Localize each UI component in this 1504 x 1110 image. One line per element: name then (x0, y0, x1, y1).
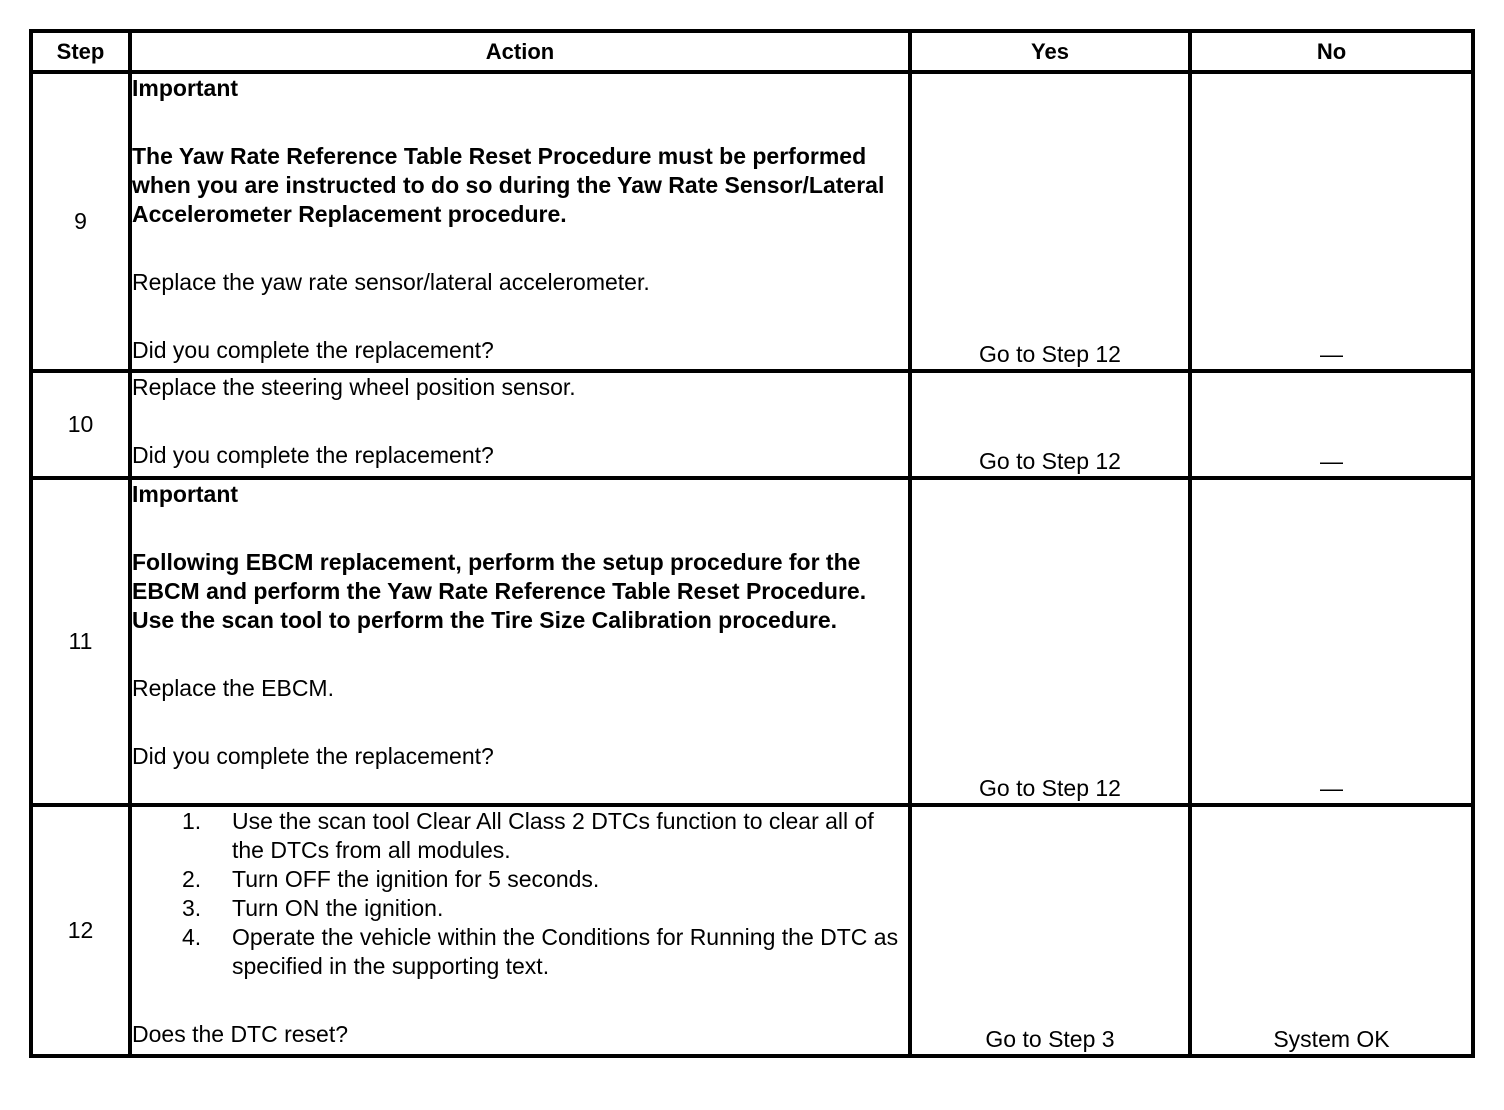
list-item-text: Operate the vehicle within the Conditions for Running the DTC as specified in the supporting text. (232, 924, 899, 979)
procedure-list (132, 807, 908, 981)
table-row (31, 478, 1473, 805)
no-result: — (1190, 478, 1473, 805)
yes-result: Go to Step 12 (910, 72, 1190, 371)
list-item-number: 2. (182, 866, 202, 892)
question-text: Did you complete the replacement? (132, 442, 494, 468)
action-cell (130, 478, 910, 805)
important-text: The Yaw Rate Reference Table Reset Procedure must be performed when you are instructed to do so during the Yaw Rate Sensor/Lateral Accelerometer Replacement procedure. (132, 143, 885, 227)
list-item (132, 865, 908, 894)
list-item-text: Turn ON the ignition. (232, 895, 444, 921)
step-number: 11 (31, 478, 130, 805)
no-result: — (1190, 371, 1473, 478)
step-number: 10 (31, 371, 130, 478)
header-step: Step (31, 31, 130, 72)
step-number: 9 (31, 72, 130, 371)
list-item (132, 894, 908, 923)
header-no: No (1190, 31, 1473, 72)
important-label: Important (132, 75, 239, 101)
yes-result: Go to Step 12 (910, 478, 1190, 805)
action-cell (130, 371, 910, 478)
header-action: Action (130, 31, 910, 72)
yes-result: Go to Step 3 (910, 805, 1190, 1056)
header-row (31, 31, 1473, 72)
list-item-text: Use the scan tool Clear All Class 2 DTCs function to clear all of the DTCs from all modules. (232, 808, 874, 863)
list-item-number: 3. (182, 895, 202, 921)
question-text: Did you complete the replacement? (132, 337, 494, 363)
list-item-number: 4. (182, 924, 202, 950)
list-item-number: 1. (182, 808, 202, 834)
table-row (31, 371, 1473, 478)
question-text: Did you complete the replacement? (132, 743, 494, 769)
important-label: Important (132, 481, 239, 507)
table-row (31, 805, 1473, 1056)
action-cell (130, 805, 910, 1056)
list-item-text: Turn OFF the ignition for 5 seconds. (232, 866, 600, 892)
list-item (132, 807, 908, 865)
question-text: Does the DTC reset? (132, 1021, 349, 1047)
step-number: 12 (31, 805, 130, 1056)
yes-result: Go to Step 12 (910, 371, 1190, 478)
diagnostic-table (29, 29, 1475, 1058)
important-text: Following EBCM replacement, perform the setup procedure for the EBCM and perform the Yaw Rate Reference Table Reset Procedure. Use the scan tool to perform the Tire Size Calibration procedure. (132, 549, 867, 633)
no-result: — (1190, 72, 1473, 371)
instruction-text: Replace the steering wheel position sensor. (132, 374, 576, 400)
action-cell (130, 72, 910, 371)
instruction-text: Replace the yaw rate sensor/lateral accelerometer. (132, 269, 650, 295)
no-result: System OK (1190, 805, 1473, 1056)
table-row (31, 72, 1473, 371)
instruction-text: Replace the EBCM. (132, 675, 334, 701)
header-yes: Yes (910, 31, 1190, 72)
list-item (132, 923, 908, 981)
